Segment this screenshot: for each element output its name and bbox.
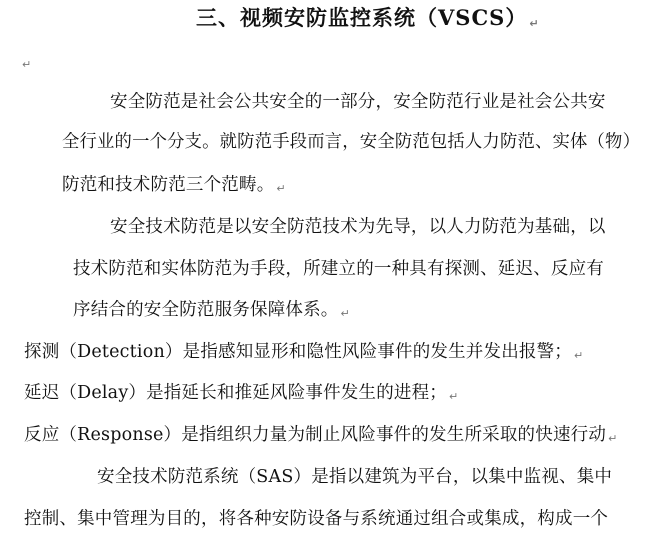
paragraph-mark-icon: ↵ <box>449 390 459 403</box>
body-line <box>73 257 604 281</box>
line-text: 全行业的一个分支。就防范手段而言，安全防范包括人力防范、实体（物） <box>62 132 641 152</box>
paragraph-mark-icon: ↵ <box>574 349 584 362</box>
line-text: 防范和技术防范三个范畴。 <box>62 175 275 195</box>
document-title <box>196 4 540 38</box>
body-line <box>110 215 606 239</box>
body-line <box>24 381 458 409</box>
body-line <box>62 173 286 201</box>
line-text: 安全技术防范系统（SAS）是指以建筑为平台，以集中监视、集中 <box>97 467 613 487</box>
body-line <box>62 130 640 154</box>
line-text: 安全防范是社会公共安全的一部分，安全防范行业是社会公共安 <box>110 92 606 112</box>
paragraph-mark-icon: ↵ <box>22 58 32 71</box>
line-text: 延迟（Delay）是指延长和推延风险事件发生的进程； <box>24 383 448 403</box>
paragraph-mark-icon: ↵ <box>529 17 540 30</box>
line-text: 探测（Detection）是指感知显形和隐性风险事件的发生并发出报警； <box>24 342 573 362</box>
title-text: 三、视频安防监控系统（VSCS） <box>196 5 528 30</box>
body-line <box>24 340 583 368</box>
body-line <box>97 465 612 489</box>
paragraph-mark-icon: ↵ <box>608 432 618 445</box>
line-text: 反应（Response）是指组织力量为制止风险事件的发生所采取的快速行动 <box>24 425 607 445</box>
body-line <box>73 298 350 326</box>
line-text: 安全技术防范是以安全防范技术为先导，以人力防范为基础，以 <box>110 217 606 237</box>
body-line <box>110 90 606 114</box>
line-text: 控制、集中管理为目的，将各种安防设备与系统通过组合或集成，构成一个 <box>24 509 609 529</box>
paragraph-mark-icon: ↵ <box>276 182 286 195</box>
body-line <box>24 507 608 531</box>
paragraph-mark-icon: ↵ <box>340 307 350 320</box>
body-line <box>24 423 617 451</box>
line-text: 技术防范和实体防范为手段，所建立的一种具有探测、延迟、反应有 <box>73 259 604 279</box>
line-text: 序结合的安全防范服务保障体系。 <box>73 300 339 320</box>
